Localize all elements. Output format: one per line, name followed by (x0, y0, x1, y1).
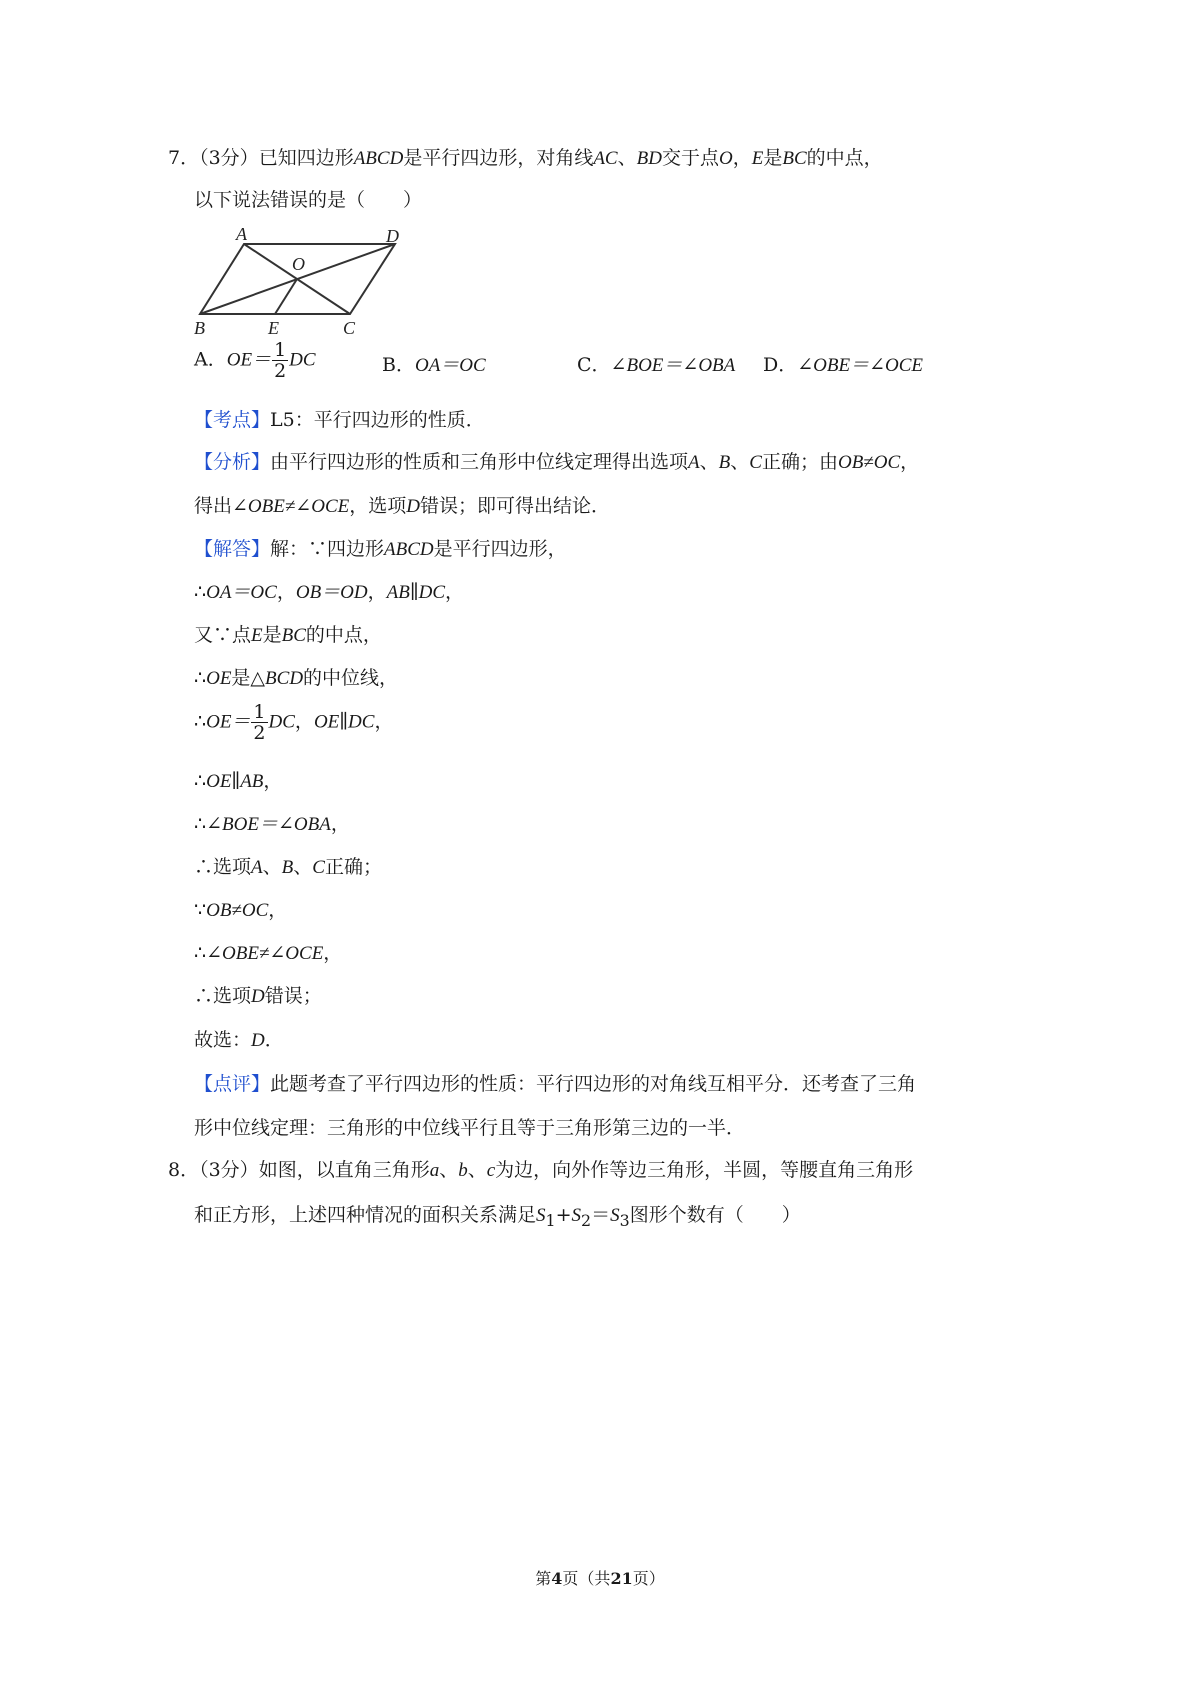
q7-step-5: ∴OE∥AB， (194, 770, 283, 792)
q7-step-7: ∴选项A、B、C正确； (194, 856, 382, 878)
q8-stem-line2: 和正方形，上述四种情况的面积关系满足$S_1+S_2=S_3$图形个数有（ ） (194, 1204, 801, 1230)
label-d: D (386, 226, 399, 246)
q7-option-c: C．∠BOE＝∠OBA (577, 354, 736, 376)
q7-kaodian: 【考点】L5：平行四边形的性质． (194, 409, 485, 431)
segment-oe (275, 279, 297, 314)
q7-step-10: ∴选项D错误； (194, 985, 322, 1007)
q7-stem-line2: 以下说法错误的是（ ） (194, 189, 423, 211)
q7-stem-line1: 7．（3分）已知四边形ABCD是平行四边形，对角线AC、BD交于点O，E是BC的中点， (168, 147, 883, 169)
q7-fenxi-line1: 【分析】由平行四边形的性质和三角形中位线定理得出选项A、B、C正确；由OB≠OC， (194, 451, 920, 473)
q7-step-1: ∴OA＝OC，OB＝OD，AB∥DC， (194, 581, 465, 603)
q7-option-d: D．∠OBE＝∠OCE (763, 354, 924, 376)
q7-dianping-line2: 形中位线定理：三角形的中位线平行且等于三角形第三边的一半． (194, 1117, 746, 1139)
fenxi-tag: 【分析】 (194, 451, 271, 473)
q7-step-9: ∴∠OBE≠∠OCE， (194, 942, 343, 964)
q7-step-2: 又∵点E是BC的中点， (194, 624, 382, 646)
label-o: O (292, 254, 305, 274)
q7-option-b: B．OA＝OC (382, 354, 486, 376)
label-a: A (236, 224, 247, 244)
kaodian-tag: 【考点】 (194, 409, 271, 431)
label-c: C (343, 318, 356, 338)
q7-step-4: ∴OE＝ $\frac{1}{2}$ DC，OE∥DC， (194, 701, 394, 744)
q7-fenxi-line2: 得出∠OBE≠∠OCE，选项D错误；即可得出结论． (194, 495, 610, 517)
q7-dianping-line1: 【点评】此题考查了平行四边形的性质：平行四边形的对角线互相平分．还考查了三角 (194, 1073, 917, 1095)
q7-step-11: 故选：D． (194, 1029, 284, 1051)
page-footer: 第4页（共21页） (535, 1569, 665, 1588)
label-e: E (268, 318, 279, 338)
q7-option-a: A．OE＝ $\frac{1}{2}$ DC (194, 339, 316, 382)
q7-step-3: ∴OE是△BCD的中位线， (194, 667, 399, 689)
q8-stem-line1: 8．（3分）如图，以直角三角形a、b、c为边，向外作等边三角形，半圆，等腰直角三角形 (168, 1159, 914, 1181)
fraction-half: $\frac{1}{2}$ (253, 701, 266, 744)
q7-step-8: ∵OB≠OC， (194, 899, 288, 921)
fraction-half: $\frac{1}{2}$ (274, 339, 287, 382)
dianping-tag: 【点评】 (194, 1073, 271, 1095)
q7-jieda: 【解答】解：∵四边形ABCD是平行四边形， (194, 538, 567, 560)
label-b: B (194, 318, 205, 338)
q7-step-6: ∴∠BOE＝∠OBA， (194, 813, 350, 835)
jieda-tag: 【解答】 (194, 538, 271, 560)
